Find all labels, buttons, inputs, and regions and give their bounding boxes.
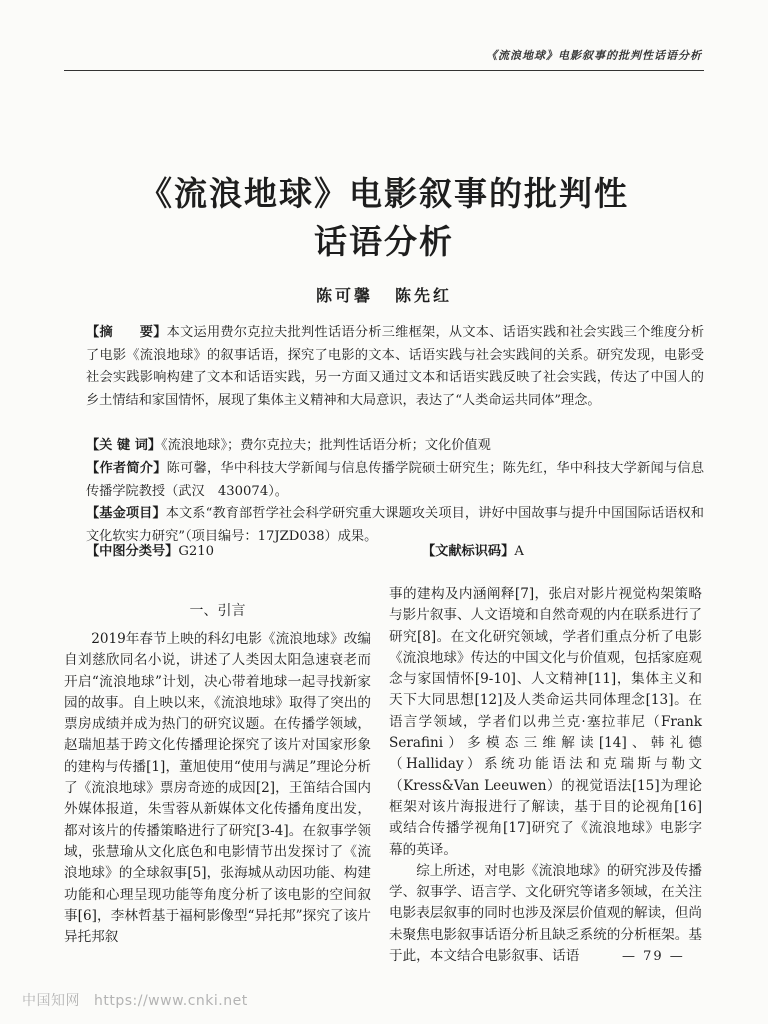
page-number: — 79 —: [622, 949, 685, 964]
funding-label: 【基金项目】: [86, 506, 166, 521]
running-head: 《流浪地球》电影叙事的批判性话语分析: [486, 49, 702, 62]
author-bio-label: 【作者简介】: [86, 461, 167, 476]
title-line-1: 《流浪地球》电影叙事的批判性: [139, 174, 629, 213]
body-paragraph-continued: 事的建构及内涵阐释[7]，张启对影片视觉构架策略与影片叙事、人文语境和自然奇观的内在联系进行了研究[8]。在文化研究领域，学者们重点分析了电影《流浪地球》传达的中国文化与价值观，包括家庭观念与家国情怀[9-10]、人文精神[11]，集体主义和天下大同思想[12]及人类命运共同体理念[13]。在语言学领域，学者们以弗兰克·塞拉菲尼（Frank Serafini）多模态三维解读[14]、韩礼德（Halliday）系统功能语法和克瑞斯与勒文（Kress&Van Leeuwen）的视觉语法[15]为理论框架对该片海报进行了解读，基于目的论视角[16]或结合传播学视角[17]研究了《流浪地球》电影字幕的英译。: [389, 586, 702, 858]
classification-row: [86, 540, 704, 559]
body-column-left: [64, 629, 371, 948]
abstract-block: [86, 322, 704, 412]
author-bio-text: 陈可馨，华中科技大学新闻与信息传播学院硕士研究生；陈先红，华中科技大学新闻与信息传播学院教授（武汉 430074）。: [86, 461, 705, 499]
doc-code-value: A: [514, 544, 524, 559]
watermark-url: https://www.cnki.net: [94, 993, 248, 1009]
body-paragraph: 综上所述，对电影《流浪地球》的研究涉及传播学、叙事学、语言学、文化研究等诸多领域，在关注电影表层叙事的同时也涉及深层价值观的解读，但尚未聚焦电影叙事话语分析且缺乏系统的分析框架。基于此，本文结合电影叙事、话语: [389, 862, 702, 965]
body-paragraph: 2019年春节上映的科幻电影《流浪地球》改编自刘慈欣同名小说，讲述了人类因太阳急速衰老而开启“流浪地球”计划，决心带着地球一起寻找新家园的故事。自上映以来，《流浪地球》取得了突出的票房成绩并成为热门的研究议题。在传播学领域，赵瑞旭基于跨文化传播理论探究了该片对国家形象的建构与传播[1]，董旭使用“使用与满足”理论分析了《流浪地球》票房奇迹的成因[2]，王笛结合国内外媒体报道，朱雪蓉从新媒体文化传播角度出发，都对该片的传播策略进行了研究[3-4]。在叙事学领域，张慧瑜从文化底色和电影情节出发探讨了《流浪地球》的全球叙事[5]，张海城从动因功能、构建功能和心理呈现功能等角度分析了该电影的空间叙事[6]，李林哲基于福柯影像型“异托邦”探究了该片异托邦叙: [64, 631, 371, 946]
abstract-text: 本文运用费尔克拉夫批判性话语分析三维框架，从文本、话语实践和社会实践三个维度分析了电影《流浪地球》的叙事话语，探究了电影的文本、话语实践与社会实践间的关系。研究发现，电影受社会实践影响构建了文本和话语实践，另一方面又通过文本和话语实践反映了社会实践，传达了中国人的乡土情结和家国情怀，展现了集体主义精神和大局意识，表达了“人类命运共同体”理念。: [86, 325, 705, 408]
doc-code: [422, 540, 524, 559]
author-2: 陈先红: [395, 286, 453, 305]
keywords-text: 《流浪地球》；费尔克拉夫；批判性话语分析；文化价值观: [161, 438, 491, 453]
funding-text: 本文系“教育部哲学社会科学研究重大课题攻关项目，讲好中国故事与提升中国国际话语权和文化软实力研究”（项目编号：17JZD038）成果。: [86, 506, 704, 544]
article-title: [64, 170, 704, 266]
header-rule: [64, 70, 704, 71]
author-list: [64, 283, 704, 306]
author-bio-block: [86, 458, 704, 503]
keywords-label: 【关 键 词】: [86, 438, 162, 453]
section-heading: 一、引言: [189, 603, 246, 619]
keywords-block: [86, 435, 704, 458]
author-1: 陈可馨: [315, 286, 373, 305]
watermark: [22, 990, 248, 1010]
watermark-site: 中国知网: [22, 993, 80, 1009]
abstract-label: 【摘 要】: [86, 325, 167, 340]
clc-label: 【中图分类号】: [86, 544, 179, 559]
title-line-2: 话语分析: [314, 222, 454, 261]
clc-value: G210: [178, 544, 215, 559]
body-column-right: [389, 584, 702, 967]
doc-code-label: 【文献标识码】: [422, 544, 515, 559]
